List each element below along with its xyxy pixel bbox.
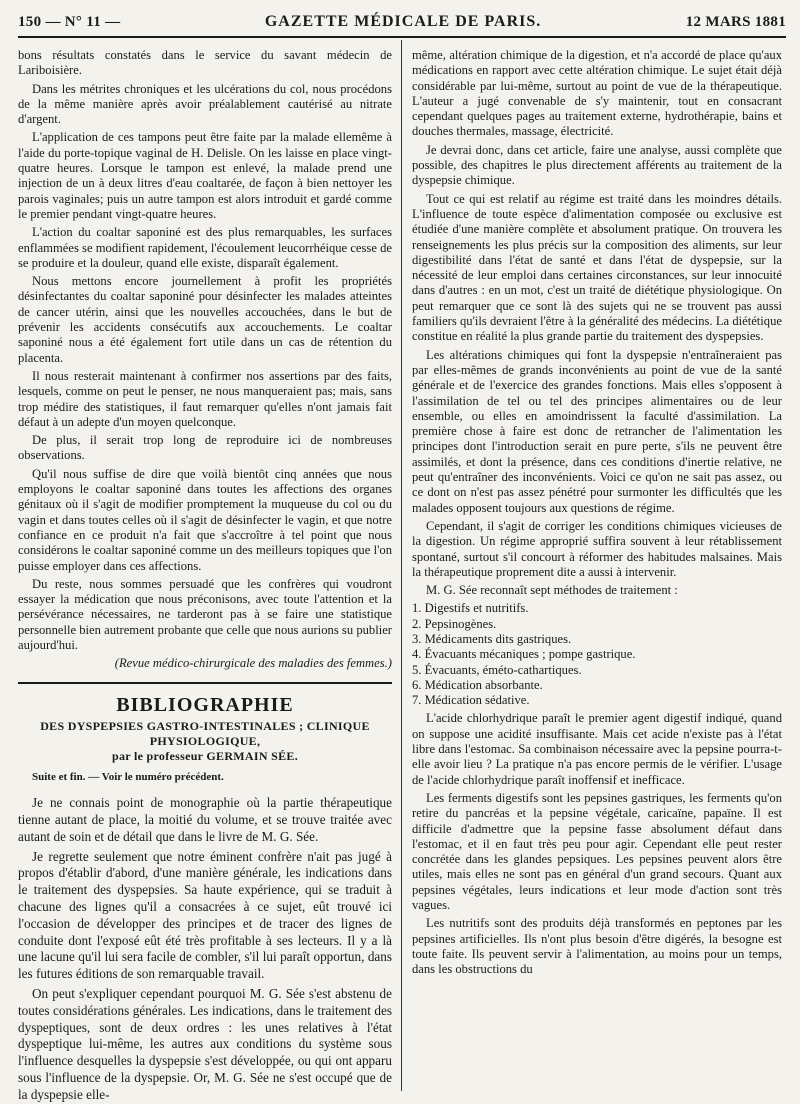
paragraph: Il nous resterait maintenant à confirmer nos assertions par des faits, lesquels, comme on peut le penser, ne nous manqueraient pas; mais, sans trop médire des statistiques, il faut remarquer qu'elles n'ont jamais fait défaut à un adepte d'un moyen quelconque.	[18, 368, 392, 429]
paragraph: L'application de ces tampons peut être faite par la malade ellemême à l'aide du porte-topique vaginal de H. Delisle. On les laisse en place vingt-quatre heures. Lorsque le tampon est enlevé, la malade prend une injection de un à deux litres d'eau coaltarée, de façon à bien nettoyer les parois vaginales; puis un autre tampon est alors introduit et gardé comme le premier pendant vingt-quatre heures.	[18, 130, 392, 221]
journal-title: GAZETTE MÉDICALE DE PARIS.	[264, 13, 542, 30]
paragraph: Je regrette seulement que notre éminent confrère n'ait pas jugé à propos d'établir d'abord, d'une manière générale, les indications dans le traitement des dyspepsies. Sa haute expérience, qui se traduit à chacune des lignes qu'il a consacrées à ce sujet, eût trouvé ici l'occasion de développer des principes et de tracer des lignes de conduite dont l'exposé eût été très profitable à ses lecteurs. Il y a là une lacune qu'il lui sera facile de combler, s'il lui paraît opportun, dans les futures éditions de son remarquable travail.	[18, 848, 392, 982]
list-item: 2. Pepsinogènes.	[412, 616, 497, 631]
paragraph: Qu'il nous suffise de dire que voilà bientôt cinq années que nous employons le coaltar saponiné dans toutes les affections des organes génitaux où il s'agit de modifier promptement la muqueuse du col ou du vagin et dans toutes celles où il s'agit de désinfecter le vagin, et que notre confiance en ce produit n'a fait que s'accroître à tel point que nous considérons le coaltar saponiné comme un des meilleurs topiques que l'on puisse employer dans ces affections.	[18, 466, 392, 573]
section-title: BIBLIOGRAPHIE	[116, 693, 294, 716]
issue-date: 12 MARS 1881	[685, 13, 786, 30]
book-title	[18, 719, 392, 764]
book-title-line: DES DYSPEPSIES GASTRO-INTESTINALES ; CLINIQUE PHYSIOLOGIQUE,	[40, 718, 370, 748]
section-separator	[18, 682, 392, 684]
list-item: 7. Médication sédative.	[412, 693, 530, 708]
paragraph: Du reste, nous sommes persuadé que les confrères qui voudront essayer la médication que nous préconisons, avec toute l'attention et la persévérance nécessaires, ne tarderont pas à se faire une statistique personnelle bien autrement probante que celle que nous aurions su publier aujourd'hui.	[18, 576, 392, 652]
paragraph: De plus, il serait trop long de reproduire ici de nombreuses observations.	[18, 433, 392, 463]
paragraph: même, altération chimique de la digestion, et n'a accordé de place qu'aux médications en rapport avec cette altération chimique. Le sujet était déjà considérable par lui-même, surtout au point de vue de la thérapeutique. L'auteur a jugé convenable de s'y maintenir, tout en consacrant cependant quelques pages au traitement externe, hydrothérapie, bains et douches thermales, massage, électricité.	[412, 48, 782, 139]
paragraph: Dans les métrites chroniques et les ulcérations du col, nous procédons de la même manière après avoir préalablement cautérisé au nitrate d'argent.	[18, 81, 392, 127]
continuation-note: Suite et fin. — Voir le numéro précédent.	[32, 770, 224, 783]
page-number-issue: 150 — N° 11 —	[18, 13, 121, 30]
paragraph: Les altérations chimiques qui font la dyspepsie n'entraîneraient pas par elles-mêmes de grands inconvénients au point de vue de la santé générale et de l'exercice des grandes fonctions. Mais elles s'opposent à l'assimilation de tel ou tel des principes alimentaires ou de leur ensemble, ou elles en amoindrissent la faculté d'assimilation. La première chose à faire est donc de retrancher de l'alimentation les principes dont l'introduction serait en pure perte, s'ils ne peuvent être assimilés, et dont la présence, dans ces conditions d'inertie relative, ne peut qu'entraîner des inconvénients. Voici ce qu'on ne sait pas assez, ou ce dont on n'est pas assez pénétré pour surmonter les difficultés que les malades opposent toujours aux questions de régime.	[412, 347, 782, 515]
paragraph: Les ferments digestifs sont les pepsines gastriques, les ferments qu'on retire du pancréas et la pepsine végétale, caricaïne, papaïne. Il est difficile d'admettre que la pepsine fasse absolument défaut dans l'estomac, et il en faut très peu pour agir. Cependant elle peut rester concrétée dans les glandes pepsiques. Les pepsines peuvent alors être utiles, mais elles ne sont pas en général d'un grand secours. Quant aux pepsines végétales, leurs indications et leur mode d'action sont très vagues.	[412, 790, 782, 913]
column-divider	[401, 40, 402, 1091]
list-item: 1. Digestifs et nutritifs.	[412, 601, 529, 616]
paragraph: Nous mettons encore journellement à profit les propriétés désinfectantes du coaltar saponiné pour désinfecter les malades atteintes de cancer utérin, ainsi que les nouvelles accouchées, dans le but de prévenir les accidents consécutifs aux accouchements. Le coaltar saponiné nous a été également fort utile dans un cas de rétention du placenta.	[18, 274, 392, 365]
paragraph: L'action du coaltar saponiné est des plus remarquables, les surfaces enflammées se modifient rapidement, l'écoulement leucorrhéique cesse de se produire et la douleur, quand elle existe, disparaît également.	[18, 225, 392, 270]
list-item: 6. Médication absorbante.	[412, 677, 543, 692]
paragraph: L'acide chlorhydrique paraît le premier agent digestif indiqué, quand on suppose une acidité insuffisante. Mais cet acide n'existe pas à l'état libre dans l'estomac. Sa combinaison nécessaire avec la pepsine pourra-t-elle avoir lieu ? La pratique n'a pas encore permis de le vérifier. L'usage de l'acide chlorhydrique paraît inoffensif et inefficace.	[412, 711, 782, 787]
page-header	[18, 8, 786, 38]
list-item: 5. Évacuants, éméto-cathartiques.	[412, 662, 582, 677]
paragraph: On peut s'expliquer cependant pourquoi M. G. Sée s'est abstenu de toutes considérations générales. Les indications, dans le traitement des dyspeptiques, sont de deux ordres : les unes relatives à l'état dyspeptique lui-même, les autres aux conditions du système sous l'influence desquelles la dyspepsie s'est développée, ou qui ont apparu sous l'influence de la dyspepsie. Or, M. G. Sée ne s'est occupé que de la dyspepsie elle-	[18, 985, 392, 1102]
paragraph: Je devrai donc, dans cet article, faire une analyse, aussi complète que possible, des chapitres le plus directement afférents au traitement de la dyspepsie chimique.	[412, 142, 782, 188]
source-citation: (Revue médico-chirurgicale des maladies des femmes.)	[114, 656, 392, 671]
left-column	[18, 48, 392, 1102]
review-body	[18, 795, 392, 1103]
paragraph: Cependant, il s'agit de corriger les conditions chimiques vicieuses de la digestion. Un régime approprié suffira souvent à leur rétablissement spontané, surtout s'il concourt à réformer des habitudes malsaines. Mais la thérapeutique proprement dite a aussi à intervenir.	[412, 518, 782, 579]
methods-list	[412, 601, 782, 708]
paragraph: Les nutritifs sont des produits déjà transformés en peptones par les pepsines artificielles. Ils n'ont plus besoin d'être digérés, la besogne est toute faite. Ils peuvent servir à l'alimentation, au moins pour un temps, dans les obstructions du	[412, 916, 782, 977]
paragraph: bons résultats constatés dans le service du savant médecin de Lariboisière.	[18, 48, 392, 78]
list-item: 4. Évacuants mécaniques ; pompe gastrique.	[412, 647, 636, 662]
book-author-line: par le professeur GERMAIN SÉE.	[111, 748, 298, 763]
paragraph: M. G. Sée reconnaît sept méthodes de traitement :	[426, 583, 678, 598]
paragraph: Tout ce qui est relatif au régime est traité dans les moindres détails. L'influence de toute espèce d'alimentation composée ou exclusive est étudiée d'une manière complète et absolument pratique. On trouvera les renseignements les plus précis sur la composition des aliments, sur leur digestibilité dans l'état de santé et dans l'état de dyspepsie, sur la nécessité de leur emploi dans certaines circonstances, sur leur innocuité dans d'autres : en un mot, c'est un traité de diététique physiologique. On peut remarquer que ce sont là des sujets qui ne se trouvent pas aussi familiers qu'ils devraient l'être à la généralité des médecins. La diététique constitue en réalité la plus grande partie du traitement des dyspepsies.	[412, 191, 782, 344]
list-item: 3. Médicaments dits gastriques.	[412, 631, 572, 646]
paragraph: Je ne connais point de monographie où la partie thérapeutique tienne autant de place, la moitié du volume, et se trouve traitée avec autant de soin et de détail que dans le livre de M. G. Sée.	[18, 795, 392, 844]
right-column	[412, 48, 782, 1089]
